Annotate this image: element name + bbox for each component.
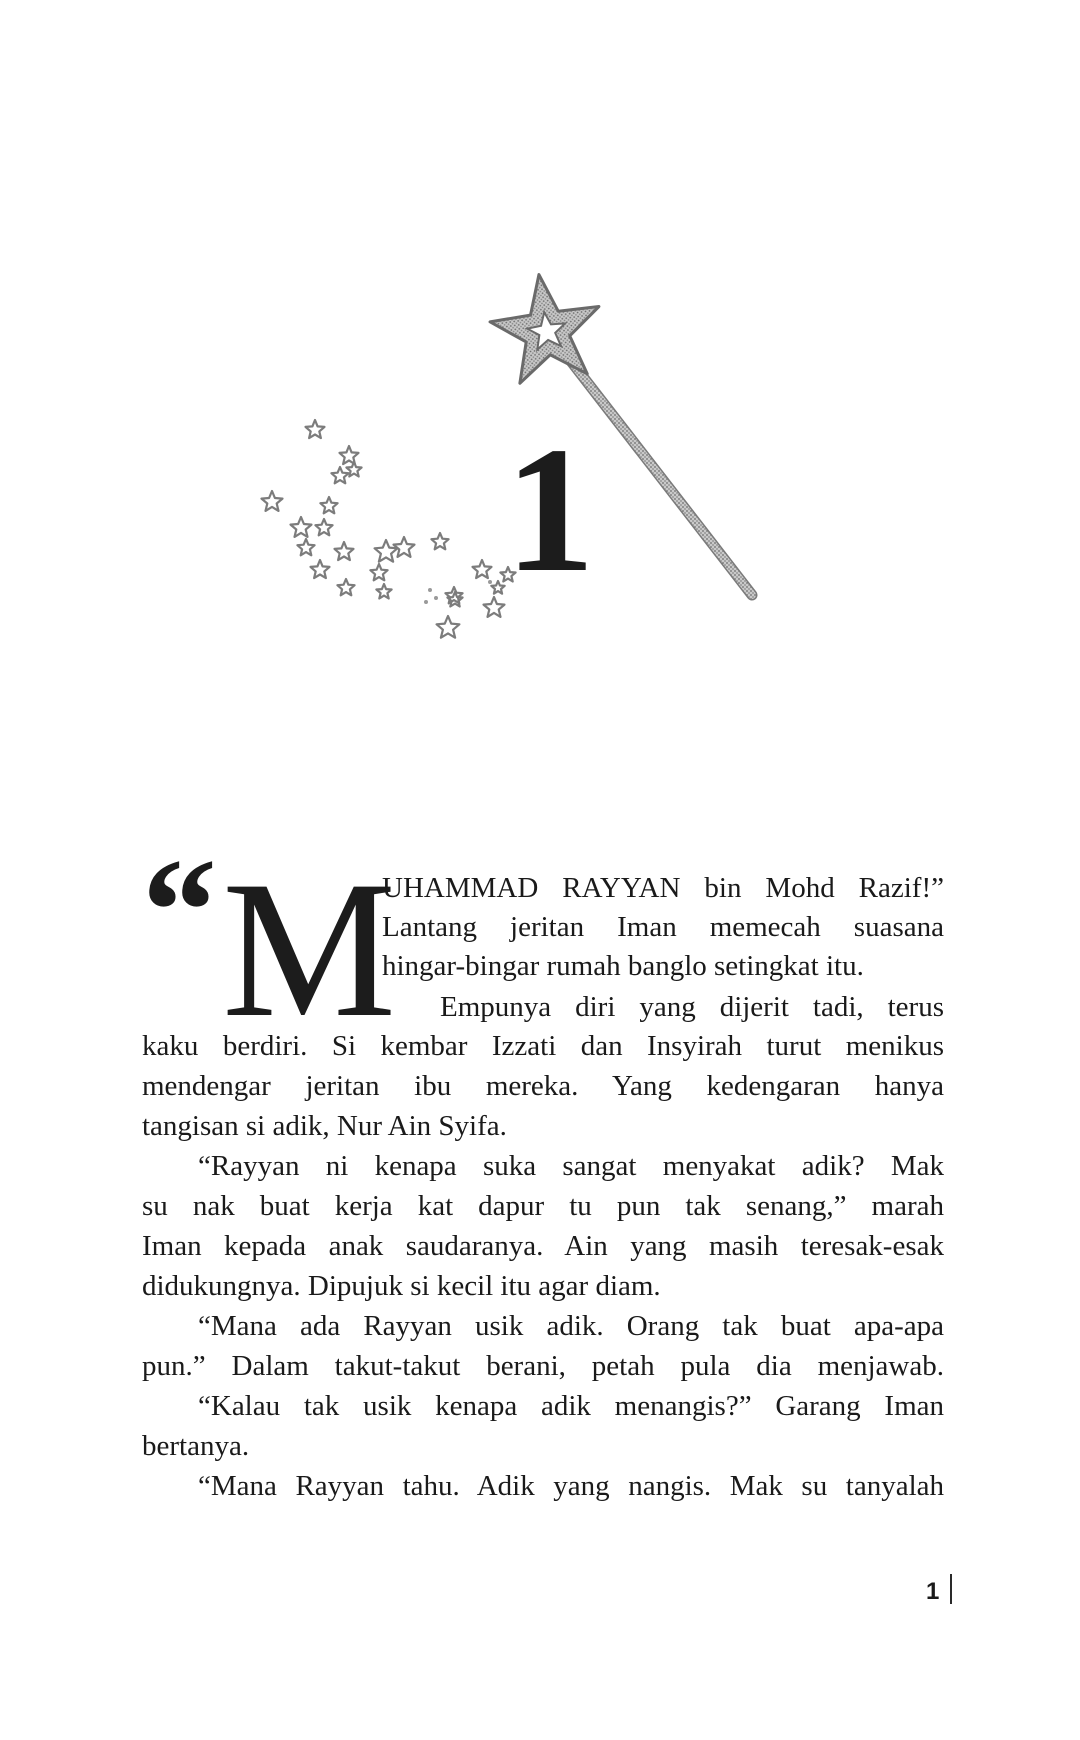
small-star-icon <box>370 564 387 580</box>
small-star-icon <box>311 560 330 578</box>
small-star-icon <box>394 537 415 557</box>
small-star-icon <box>335 542 354 560</box>
opening-line: Empunya diri yang dijerit tadi, terus <box>440 991 944 1023</box>
wand-stick <box>570 360 752 595</box>
small-star-icon <box>437 616 460 638</box>
body-line: kaku berdiri. Si kembar Izzati dan Insyirah turut menikus <box>142 1030 944 1062</box>
body-line: su nak buat kerja kat dapur tu pun tak senang,” marah <box>142 1190 944 1222</box>
body-line: mendengar jeritan ibu mereka. Yang kedengaran hanya <box>142 1070 944 1102</box>
small-star-icon <box>375 540 398 562</box>
chapter-number: 1 <box>505 410 595 609</box>
drop-cap-letter: M <box>222 841 397 1058</box>
page-number-divider <box>950 1574 952 1604</box>
body-line: “Kalau tak usik kenapa adik menangis?” Garang Iman <box>198 1390 944 1422</box>
page-number: 1 <box>926 1578 940 1605</box>
small-star-icon <box>297 539 314 555</box>
body-line: tangisan si adik, Nur Ain Syifa. <box>142 1110 507 1142</box>
wand-star-icon <box>484 270 608 386</box>
opening-line: hingar-bingar rumah banglo setingkat itu. <box>382 950 864 982</box>
opening-line: Lantang jeritan Iman memecah suasana <box>382 911 944 943</box>
small-star-icon <box>473 560 492 578</box>
small-star-icon <box>306 420 325 438</box>
body-line: bertanya. <box>142 1430 250 1462</box>
small-star-icon <box>491 581 504 594</box>
small-star-icon <box>291 517 312 537</box>
small-star-icon <box>484 597 505 617</box>
small-star-icon <box>340 446 359 464</box>
small-star-icon <box>331 467 348 483</box>
small-star-icon <box>431 533 448 549</box>
small-star-icon <box>315 519 332 535</box>
opening-line: UHAMMAD RAYYAN bin Mohd Razif!” <box>382 872 944 904</box>
sparkle-dot <box>434 596 438 600</box>
opening-quote-mark: “ <box>142 828 217 994</box>
small-star-icon <box>337 579 354 595</box>
scattered-stars <box>262 420 516 638</box>
sparkle-dot <box>488 580 492 584</box>
body-line: pun.” Dalam takut-takut berani, petah pula dia menjawab. <box>142 1350 944 1382</box>
small-star-icon <box>376 584 391 599</box>
small-star-icon <box>320 497 337 513</box>
body-line: didukungnya. Dipujuk si kecil itu agar diam. <box>142 1270 661 1302</box>
small-star-icon <box>262 491 283 511</box>
body-line: Iman kepada anak saudaranya. Ain yang masih teresak-esak <box>142 1230 944 1262</box>
body-line: “Mana ada Rayyan usik adik. Orang tak buat apa-apa <box>198 1310 944 1342</box>
sparkle-dot <box>428 588 432 592</box>
sparkle-dot <box>424 600 428 604</box>
body-line: “Mana Rayyan tahu. Adik yang nangis. Mak su tanyalah <box>198 1470 944 1502</box>
body-line: “Rayyan ni kenapa suka sangat menyakat adik? Mak <box>198 1150 944 1182</box>
